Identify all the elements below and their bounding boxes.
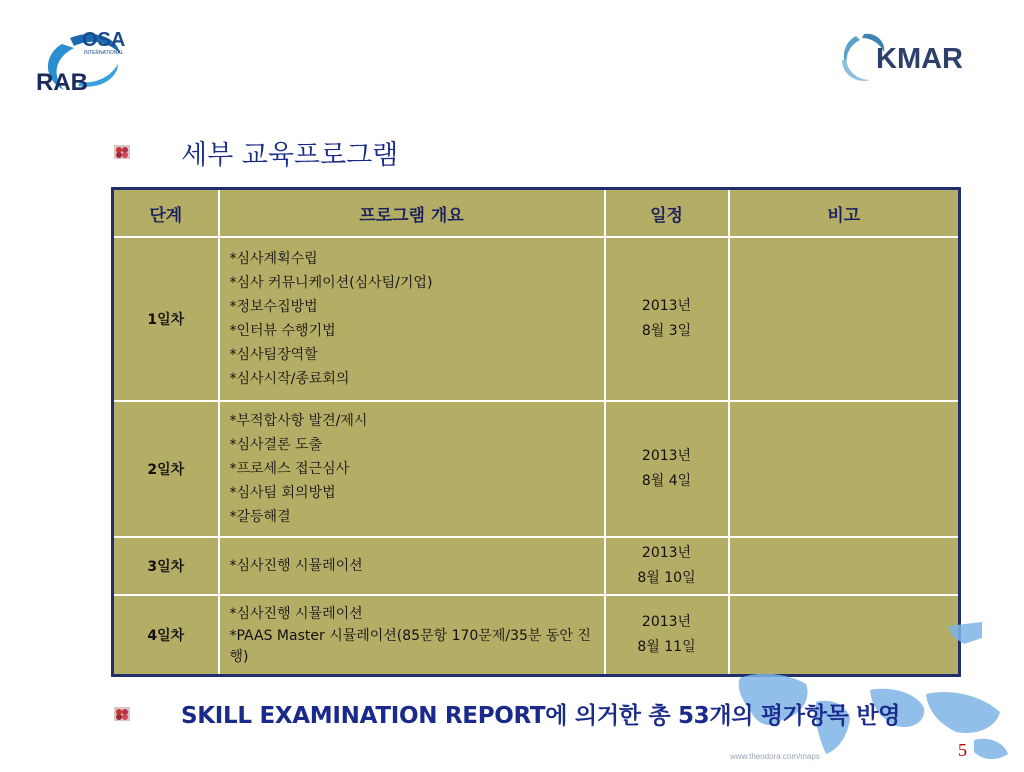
table-row bbox=[113, 237, 960, 401]
svg-text:KMAR: KMAR bbox=[876, 43, 963, 75]
program-item: *심사결론 도출 bbox=[229, 437, 323, 453]
svg-text:RAB: RAB bbox=[36, 69, 88, 96]
stage-cell: 1일차 bbox=[113, 237, 219, 401]
schedule-cell bbox=[605, 595, 729, 675]
schedule-day: 8월 11일 bbox=[637, 638, 696, 655]
program-item: *심사시작/종료회의 bbox=[229, 371, 350, 387]
schedule-year: 2013년 bbox=[641, 545, 692, 561]
stage-cell: 2일차 bbox=[113, 401, 219, 537]
schedule-day: 8월 3일 bbox=[641, 323, 692, 339]
program-item: *프로세스 접근심사 bbox=[229, 461, 350, 477]
program-item: *갈등해결 bbox=[229, 509, 291, 525]
schedule-day: 8월 10일 bbox=[637, 570, 696, 586]
program-table bbox=[111, 187, 961, 677]
program-item: *인터뷰 수행기법 bbox=[229, 323, 336, 339]
program-cell bbox=[219, 537, 605, 595]
header-stage: 단계 bbox=[113, 189, 219, 238]
page-number: 5 bbox=[958, 740, 967, 760]
schedule-year: 2013년 bbox=[641, 298, 692, 314]
osa-rab-logo bbox=[34, 24, 146, 98]
schedule-cell bbox=[605, 237, 729, 401]
program-item: *심사진행 시뮬레이션 bbox=[229, 558, 363, 574]
note-cell bbox=[729, 401, 960, 537]
schedule-day: 8월 4일 bbox=[641, 473, 692, 489]
flower-bullet-icon bbox=[114, 144, 130, 158]
program-cell bbox=[219, 595, 605, 675]
table-row bbox=[113, 537, 960, 595]
table-row bbox=[113, 401, 960, 537]
map-credit: www.theodora.com/maps bbox=[730, 752, 820, 761]
program-item: *심사팀 회의방법 bbox=[229, 485, 336, 501]
stage-cell: 3일차 bbox=[113, 537, 219, 595]
program-item: *심사 커뮤니케이션(심사팀/기업) bbox=[229, 275, 433, 291]
svg-text:INTERNATIONAL: INTERNATIONAL bbox=[84, 50, 124, 56]
program-item: *PAAS Master 시뮬레이션(85문항 170문제/35분 동안 진행) bbox=[229, 627, 591, 665]
schedule-year: 2013년 bbox=[641, 448, 692, 464]
note-cell bbox=[729, 237, 960, 401]
header-schedule: 일정 bbox=[605, 189, 729, 238]
schedule-cell bbox=[605, 401, 729, 537]
schedule-year: 2013년 bbox=[641, 613, 692, 630]
world-map-image bbox=[720, 620, 1020, 768]
flower-bullet-icon bbox=[114, 706, 130, 720]
header-note: 비고 bbox=[729, 189, 960, 238]
header-program: 프로그램 개요 bbox=[219, 189, 605, 238]
kmar-logo bbox=[834, 30, 976, 88]
summary-text: SKILL EXAMINATION REPORT에 의거한 총 53개의 평가항목 반영 bbox=[181, 703, 901, 729]
svg-text:OSA: OSA bbox=[82, 29, 126, 51]
program-cell bbox=[219, 237, 605, 401]
program-item: *부적합사항 발견/제시 bbox=[229, 413, 368, 429]
schedule-cell bbox=[605, 537, 729, 595]
program-item: *심사진행 시뮬레이션 bbox=[229, 605, 363, 622]
section-heading: 세부 교육프로그램 bbox=[181, 140, 399, 171]
stage-cell: 4일차 bbox=[113, 595, 219, 675]
table-header-row bbox=[113, 189, 960, 238]
note-cell bbox=[729, 537, 960, 595]
program-item: *심사팀장역할 bbox=[229, 347, 318, 363]
program-item: *정보수집방법 bbox=[229, 299, 318, 315]
program-cell bbox=[219, 401, 605, 537]
program-item: *심사계획수립 bbox=[229, 251, 318, 267]
